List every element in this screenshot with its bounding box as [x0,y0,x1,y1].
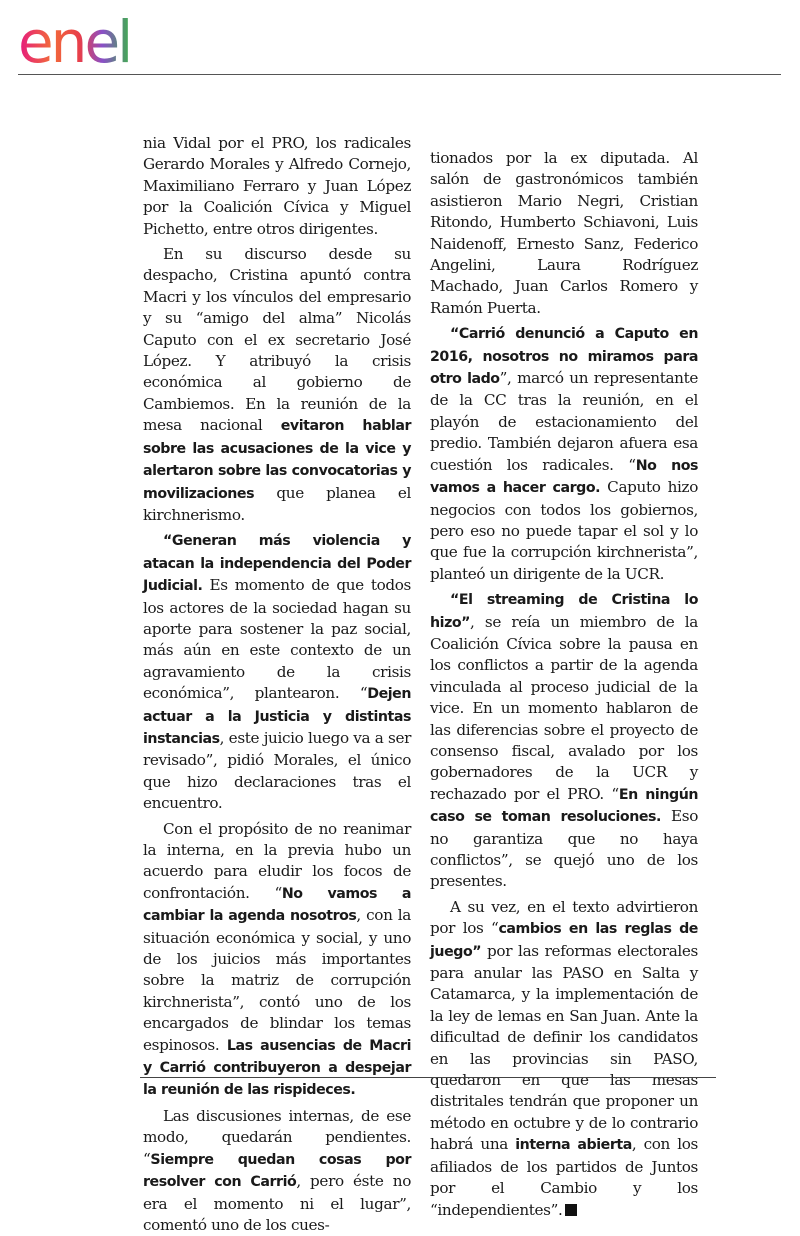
bold-highlight: interna abierta [515,1137,632,1154]
bold-highlight: Dejen actuar a la Justicia y distintas instancias [143,686,411,747]
article-paragraph [430,323,698,585]
article-paragraph [430,589,698,893]
text-run: Con el propósito de no reanimar la interna, en la previa hubo un acuerdo para eludir los focos de confrontación. “ [143,819,411,902]
text-run: Caputo hizo negocios con todos los gobiernos, pero eso no puede tapar el sol y lo que fue la corrupción kirchnerista”, planteó un dirigente de la UCR. [430,478,698,583]
text-run: , pero éste no era el momento ni el lugar”, comentó uno de los cues- [143,1172,412,1234]
bold-highlight: No vamos a cambiar la agenda nosotros [143,885,411,925]
text-run: A su vez, en el texto advirtieron por los “ [430,897,698,938]
article-column-left [143,133,411,1236]
bold-highlight: “El streaming de Cristina lo hizo” [430,592,698,631]
text-run: ”, marcó un representante de la CC tras la reunión, en el playón de estacionamiento del predio. También dejaron afuera esa cuestión los radicales. “ [430,369,698,474]
bold-highlight: En ningún caso se toman resoluciones. [430,786,698,826]
bold-highlight: “Generan más violencia y atacan la independencia del Poder Judicial. [143,533,411,595]
article-paragraph [143,1106,411,1236]
bold-highlight: “Carrió denunció a Caputo en 2016, nosotros no miramos para otro lado [430,326,698,388]
bold-highlight: evitaron hablar sobre las acusaciones de la vice y alertaron sobre las convocatorias y movilizaciones [143,418,411,502]
text-run: Es momento de que todos los actores de la sociedad hagan su aporte para sostener la paz social, más aún en este contexto de un agravamiento de la crisis económica”, plantearon. “ [143,576,411,703]
text-run: nia Vidal por el PRO, los radicales Gerardo Morales y Alfredo Cornejo, Maximiliano Ferraro y Juan López por la Coalición Cívica y Miguel Pichetto, entre otros dirigentes. [143,134,411,238]
bold-highlight: cambios en las reglas de juego” [430,921,698,960]
bold-highlight: Siempre quedan cosas por resolver con Carrió [143,1151,411,1191]
end-of-article-mark [565,1204,577,1216]
text-run: por las reformas electorales para anular las PASO en Salta y Catamarca, y la implementación de la ley de lemas en San Juan. Ante la dificultad de definir los candidatos en las provincias sin PASO, quedaron en que las mesas distritales tendrán que proponer un método en octubre y de lo contrario habrá una [430,941,698,1154]
enel-logo-text: enel [18,8,131,70]
text-run: que planea el kirchnerismo. [143,483,411,524]
enel-logo [18,8,174,70]
article-paragraph [430,148,698,319]
article-paragraph [430,897,698,1221]
bold-highlight: No nos vamos a hacer cargo. [430,457,699,497]
header-rule [18,74,781,75]
text-run: , este juicio luego va a ser revisado”, pidió Morales, el único que hizo declaraciones tras el encuentro. [143,728,411,813]
text-run: , con los afiliados de los partidos de Juntos por el Cambio y los “independientes”. [430,1135,698,1219]
text-run: , con la situación económica y social, y uno de los juicios más importantes sobre la matriz de corrupción kirchnerista”, contó uno de los encargados de blindar los temas espinosos. [143,906,411,1054]
article-paragraph [143,133,411,240]
article-column-right [430,148,698,1221]
text-run: , se reía un miembro de la Coalición Cívica sobre la pausa en los conflictos a partir de la agenda vinculada al proceso judicial de la vice. En un momento hablaron de las diferencias sobre el proyecto de consenso fiscal, avalado por los gobernadores de la UCR y rechazado por el PRO. “ [430,612,698,803]
article-paragraph [143,530,411,814]
text-run: En su discurso desde su despacho, Cristina apuntó contra Macri y los vínculos del empresario y su “amigo del alma” Nicolás Caputo con el ex secretario José López. Y atribuyó la crisis económica al gobierno de Cambiemos. En la reunión de la mesa nacional [143,245,411,435]
article-paragraph [143,244,411,526]
footer-rule [140,1077,716,1078]
text-run: Las discusiones internas, de ese modo, quedarán pendientes. “ [143,1106,411,1168]
bold-highlight: Las ausencias de Macri y Carrió contribuyeron a despejar la reunión de las rispideces. [143,1037,411,1099]
text-run: tionados por la ex diputada. Al salón de gastronómicos también asistieron Mario Negri, Cristian Ritondo, Humberto Schiavoni, Luis Naidenoff, Ernesto Sanz, Federico Angelini, Laura Rodríguez Machado, Juan Carlos Romero y Ramón Puerta. [430,149,698,317]
article-paragraph [143,819,411,1102]
text-run: Eso no garantiza que no haya conflictos”, se quejó uno de los presentes. [430,807,699,891]
